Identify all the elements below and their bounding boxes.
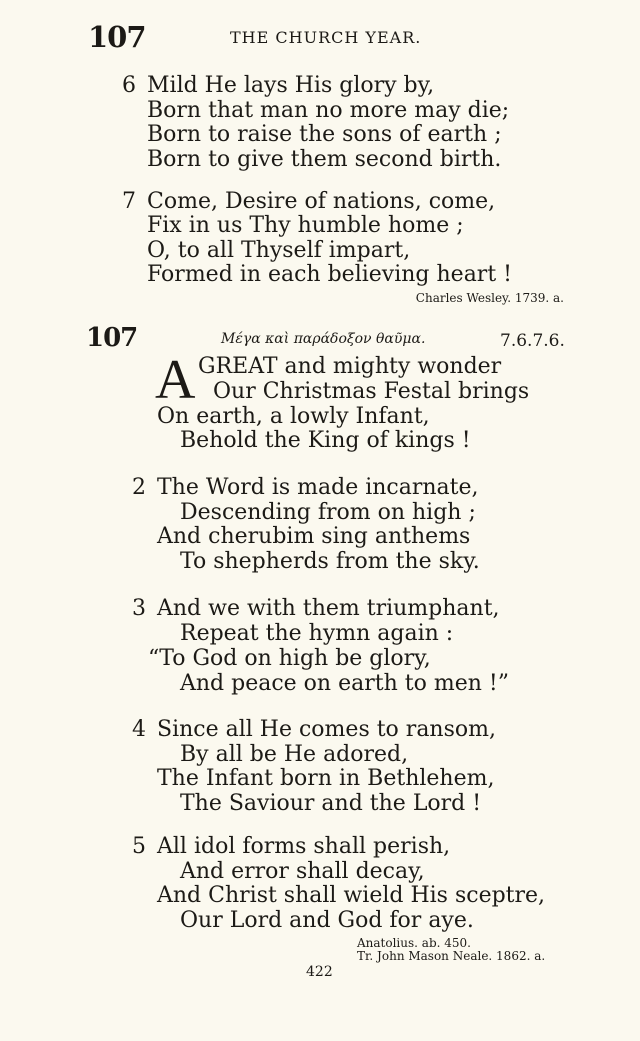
verse-line: Fix in us Thy humble home ; xyxy=(147,213,464,238)
page-number: 422 xyxy=(306,964,333,980)
verse-line: Our Christmas Festal brings xyxy=(213,379,530,404)
verse-number: 2 xyxy=(132,475,146,500)
verse-line: The Saviour and the Lord ! xyxy=(180,791,482,816)
verse-number: 3 xyxy=(132,596,146,621)
verse-line: On earth, a lowly Infant, xyxy=(157,404,430,429)
running-title: THE CHURCH YEAR. xyxy=(230,28,422,47)
verse-number: 7 xyxy=(122,189,136,214)
verse-line: Our Lord and God for aye. xyxy=(180,908,474,933)
verse-number: 5 xyxy=(132,834,146,859)
verse-line: Born that man no more may die; xyxy=(147,98,510,123)
hymn-attribution-line: Tr. John Mason Neale. 1862. a. xyxy=(357,949,546,963)
hymn-meter: 7.6.7.6. xyxy=(500,331,565,351)
verse-line: Since all He comes to ransom, xyxy=(157,717,496,742)
verse-line: And we with them triumphant, xyxy=(157,596,500,621)
verse-line: All idol forms shall perish, xyxy=(157,834,451,859)
verse-line: And cherubim sing anthems xyxy=(157,524,471,549)
page-hymn-number: 107 xyxy=(88,20,146,54)
verse-line: GREAT and mighty wonder xyxy=(198,354,502,379)
verse-line: And Christ shall wield His sceptre, xyxy=(157,883,546,908)
previous-hymn-attribution: Charles Wesley. 1739. a. xyxy=(415,291,564,305)
verse-number: 4 xyxy=(132,717,146,742)
verse-line: Born to raise the sons of earth ; xyxy=(147,122,502,147)
verse-line: “To God on high be glory, xyxy=(148,646,431,671)
hymn-attribution-line: Anatolius. ab. 450. xyxy=(357,936,471,950)
hymn-number: 107 xyxy=(86,323,138,353)
verse-line: Born to give them second birth. xyxy=(147,147,502,172)
verse-number: 6 xyxy=(122,73,136,98)
verse-line: To shepherds from the sky. xyxy=(180,549,480,574)
verse-line: By all be He adored, xyxy=(180,742,409,767)
verse-line: Repeat the hymn again : xyxy=(180,621,454,646)
verse-line: And peace on earth to men !” xyxy=(180,671,509,696)
verse-line: O, to all Thyself impart, xyxy=(147,238,411,263)
verse-line: Mild He lays His glory by, xyxy=(147,73,435,98)
verse-line: The Infant born in Bethlehem, xyxy=(157,766,495,791)
verse-line: And error shall decay, xyxy=(180,859,425,884)
drop-cap: A xyxy=(155,349,196,411)
verse-line: Come, Desire of nations, come, xyxy=(147,189,496,214)
verse-line: Formed in each believing heart ! xyxy=(147,262,512,287)
greek-title: Μέγα καὶ παράδοξον θαῦμα. xyxy=(221,331,426,347)
verse-line: Descending from on high ; xyxy=(180,500,476,525)
verse-line: Behold the King of kings ! xyxy=(180,428,471,453)
verse-line: The Word is made incarnate, xyxy=(157,475,479,500)
